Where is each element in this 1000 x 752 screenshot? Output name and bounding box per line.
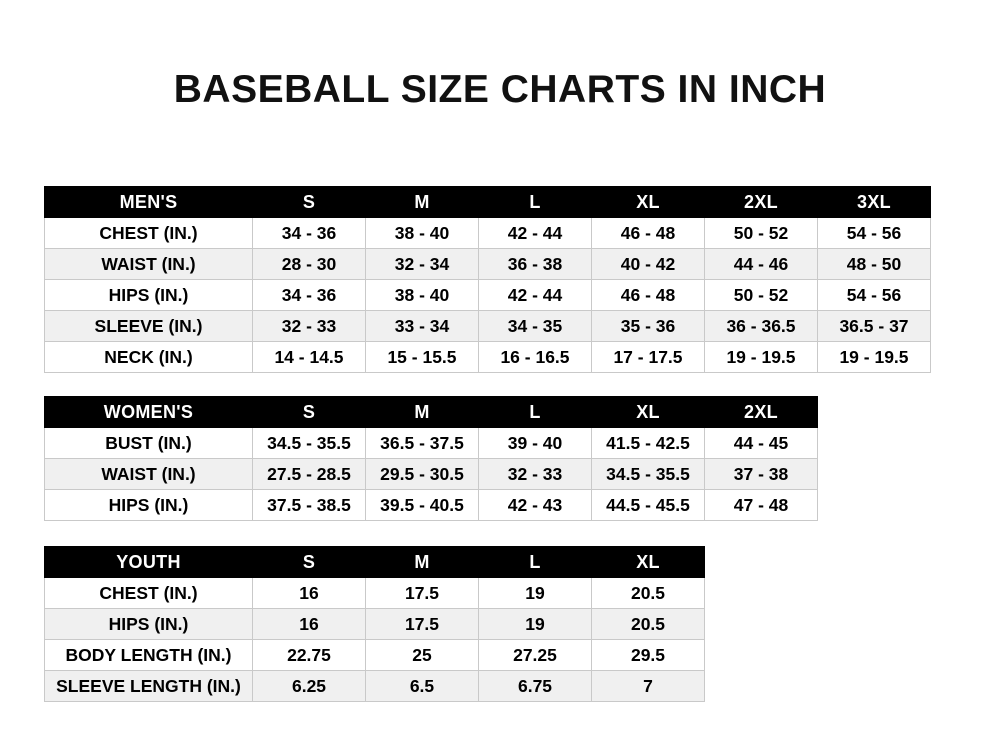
column-header: S <box>253 397 366 428</box>
youth-size-chart <box>44 546 705 702</box>
cell: 38 - 40 <box>366 280 479 311</box>
cell: 19 <box>479 609 592 640</box>
row-label: WAIST (IN.) <box>45 459 253 490</box>
cell: 40 - 42 <box>592 249 705 280</box>
cell: 6.25 <box>253 671 366 702</box>
cell: 37 - 38 <box>705 459 818 490</box>
cell: 19 - 19.5 <box>818 342 931 373</box>
table-row <box>45 609 705 640</box>
cell: 46 - 48 <box>592 280 705 311</box>
column-header: S <box>253 547 366 578</box>
cell: 35 - 36 <box>592 311 705 342</box>
cell: 38 - 40 <box>366 218 479 249</box>
cell: 29.5 - 30.5 <box>366 459 479 490</box>
column-header: M <box>366 547 479 578</box>
cell: 34 - 36 <box>253 218 366 249</box>
table-row <box>45 459 818 490</box>
row-label: CHEST (IN.) <box>45 218 253 249</box>
cell: 39 - 40 <box>479 428 592 459</box>
cell: 54 - 56 <box>818 218 931 249</box>
table-row <box>45 342 931 373</box>
cell: 22.75 <box>253 640 366 671</box>
cell: 6.5 <box>366 671 479 702</box>
cell: 16 - 16.5 <box>479 342 592 373</box>
cell: 42 - 44 <box>479 218 592 249</box>
column-header: L <box>479 187 592 218</box>
table-header-row <box>45 547 705 578</box>
cell: 34.5 - 35.5 <box>592 459 705 490</box>
table-row <box>45 428 818 459</box>
column-header: YOUTH <box>45 547 253 578</box>
column-header: XL <box>592 187 705 218</box>
row-label: BODY LENGTH (IN.) <box>45 640 253 671</box>
column-header: XL <box>592 547 705 578</box>
row-label: SLEEVE (IN.) <box>45 311 253 342</box>
cell: 37.5 - 38.5 <box>253 490 366 521</box>
cell: 50 - 52 <box>705 218 818 249</box>
row-label: HIPS (IN.) <box>45 280 253 311</box>
cell: 46 - 48 <box>592 218 705 249</box>
row-label: WAIST (IN.) <box>45 249 253 280</box>
cell: 34 - 35 <box>479 311 592 342</box>
cell: 32 - 34 <box>366 249 479 280</box>
cell: 34.5 - 35.5 <box>253 428 366 459</box>
table-row <box>45 490 818 521</box>
column-header: L <box>479 397 592 428</box>
cell: 17 - 17.5 <box>592 342 705 373</box>
cell: 47 - 48 <box>705 490 818 521</box>
table-row <box>45 640 705 671</box>
cell: 34 - 36 <box>253 280 366 311</box>
table-row <box>45 311 931 342</box>
cell: 6.75 <box>479 671 592 702</box>
cell: 39.5 - 40.5 <box>366 490 479 521</box>
table-header-row <box>45 397 818 428</box>
cell: 36 - 36.5 <box>705 311 818 342</box>
cell: 32 - 33 <box>253 311 366 342</box>
column-header: XL <box>592 397 705 428</box>
column-header: 2XL <box>705 397 818 428</box>
cell: 48 - 50 <box>818 249 931 280</box>
cell: 20.5 <box>592 609 705 640</box>
mens-size-table <box>44 186 931 373</box>
cell: 28 - 30 <box>253 249 366 280</box>
mens-size-chart <box>44 186 931 373</box>
cell: 16 <box>253 609 366 640</box>
column-header: S <box>253 187 366 218</box>
cell: 42 - 43 <box>479 490 592 521</box>
cell: 54 - 56 <box>818 280 931 311</box>
column-header: L <box>479 547 592 578</box>
cell: 32 - 33 <box>479 459 592 490</box>
womens-size-chart <box>44 396 818 521</box>
cell: 16 <box>253 578 366 609</box>
cell: 25 <box>366 640 479 671</box>
table-row <box>45 280 931 311</box>
cell: 36.5 - 37.5 <box>366 428 479 459</box>
cell: 36 - 38 <box>479 249 592 280</box>
table-header-row <box>45 187 931 218</box>
column-header: 2XL <box>705 187 818 218</box>
cell: 19 <box>479 578 592 609</box>
row-label: BUST (IN.) <box>45 428 253 459</box>
cell: 44 - 46 <box>705 249 818 280</box>
youth-size-table <box>44 546 705 702</box>
table-row <box>45 249 931 280</box>
cell: 29.5 <box>592 640 705 671</box>
table-row <box>45 578 705 609</box>
column-header: MEN'S <box>45 187 253 218</box>
cell: 44.5 - 45.5 <box>592 490 705 521</box>
row-label: HIPS (IN.) <box>45 490 253 521</box>
column-header: M <box>366 397 479 428</box>
column-header: WOMEN'S <box>45 397 253 428</box>
cell: 14 - 14.5 <box>253 342 366 373</box>
womens-size-table <box>44 396 818 521</box>
cell: 15 - 15.5 <box>366 342 479 373</box>
row-label: CHEST (IN.) <box>45 578 253 609</box>
cell: 42 - 44 <box>479 280 592 311</box>
table-row <box>45 218 931 249</box>
row-label: HIPS (IN.) <box>45 609 253 640</box>
column-header: 3XL <box>818 187 931 218</box>
table-row <box>45 671 705 702</box>
cell: 19 - 19.5 <box>705 342 818 373</box>
cell: 27.5 - 28.5 <box>253 459 366 490</box>
cell: 27.25 <box>479 640 592 671</box>
column-header: M <box>366 187 479 218</box>
row-label: SLEEVE LENGTH (IN.) <box>45 671 253 702</box>
cell: 17.5 <box>366 609 479 640</box>
cell: 33 - 34 <box>366 311 479 342</box>
cell: 7 <box>592 671 705 702</box>
page-title: BASEBALL SIZE CHARTS IN INCH <box>173 68 827 111</box>
cell: 41.5 - 42.5 <box>592 428 705 459</box>
cell: 17.5 <box>366 578 479 609</box>
cell: 44 - 45 <box>705 428 818 459</box>
row-label: NECK (IN.) <box>45 342 253 373</box>
cell: 20.5 <box>592 578 705 609</box>
cell: 36.5 - 37 <box>818 311 931 342</box>
cell: 50 - 52 <box>705 280 818 311</box>
